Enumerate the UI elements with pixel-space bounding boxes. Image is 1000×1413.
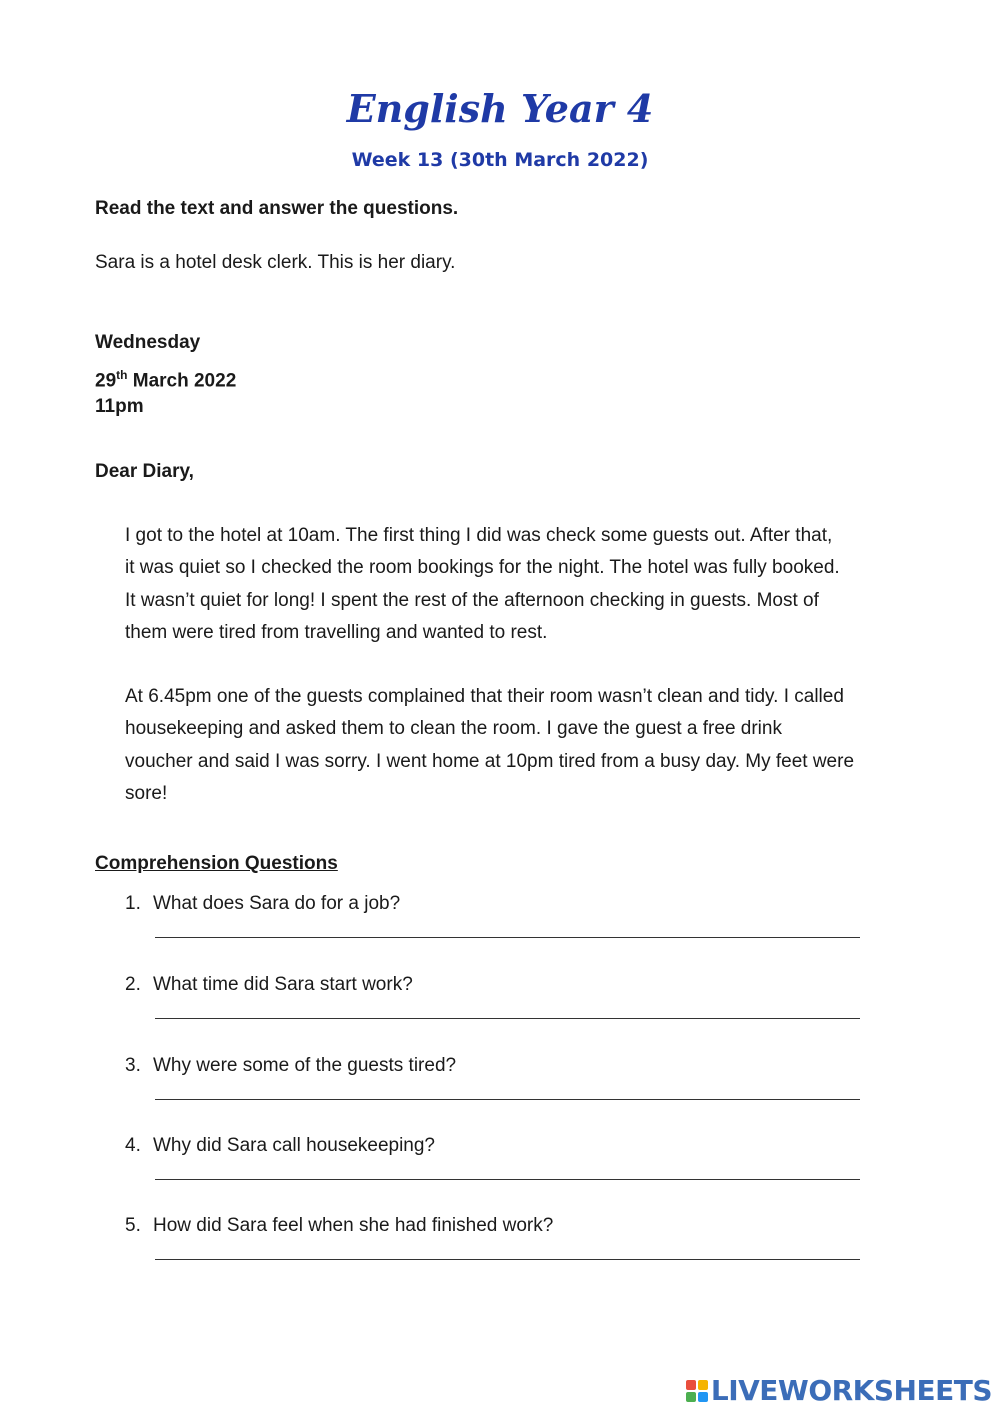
logo-block [698, 1380, 708, 1390]
diary-time: 11pm [95, 396, 144, 417]
diary-date [95, 362, 236, 394]
question [125, 972, 413, 998]
question-number: 1. [125, 893, 141, 914]
question-number: 4. [125, 1135, 141, 1156]
question [125, 1133, 435, 1159]
diary-paragraph: I got to the hotel at 10am. The first thing I did was check some guests out. After that, it was quiet so I checked the room bookings for the night. The hotel was fully booked. It wasn’t quiet for long! I spent the rest of the afternoon checking in guests. Most of them were tired from travelling and wanted to rest. [125, 525, 840, 644]
diary-greeting: Dear Diary, [95, 461, 194, 482]
diary-date-suffix: th [116, 368, 128, 382]
diary-date-number: 29 [95, 370, 117, 392]
questions-heading: Comprehension Questions [95, 853, 338, 874]
question-text: What does Sara do for a job? [153, 893, 401, 914]
question-number: 3. [125, 1055, 141, 1076]
logo-block [698, 1392, 708, 1402]
question-text: Why were some of the guests tired? [153, 1055, 457, 1076]
question-text: Why did Sara call housekeeping? [153, 1135, 436, 1156]
page-title: English Year 4 [346, 86, 654, 131]
question-number: 2. [125, 974, 141, 995]
question-text: What time did Sara start work? [153, 974, 413, 995]
page-subtitle: Week 13 (30th March 2022) [351, 149, 649, 171]
answer-line[interactable] [155, 1179, 860, 1180]
answer-line[interactable] [155, 1099, 860, 1100]
instructions: Read the text and answer the questions. [95, 198, 459, 219]
question-number: 5. [125, 1215, 141, 1236]
logo-block [686, 1392, 696, 1402]
diary-date-rest: March 2022 [127, 370, 237, 392]
diary-paragraph: At 6.45pm one of the guests complained that their room wasn’t clean and tidy. I called housekeeping and asked them to clean the room. I gave the guest a free drink voucher and said I was sorry. I went home at 10pm tired from a busy day. My feet were sore! [125, 686, 855, 805]
brand-text: LIVEWORKSHEETS [710, 1374, 992, 1407]
intro-text: Sara is a hotel desk clerk. This is her diary. [95, 252, 456, 273]
liveworksheets-brand [686, 1374, 992, 1407]
question [125, 1053, 456, 1079]
diary-day: Wednesday [95, 332, 201, 353]
question-text: How did Sara feel when she had finished work? [153, 1215, 554, 1236]
question [125, 891, 400, 917]
logo-block [686, 1380, 696, 1390]
question [125, 1213, 553, 1239]
liveworksheets-logo-icon [686, 1380, 708, 1402]
answer-line[interactable] [155, 1259, 860, 1260]
answer-line[interactable] [155, 1018, 860, 1019]
answer-line[interactable] [155, 937, 860, 938]
